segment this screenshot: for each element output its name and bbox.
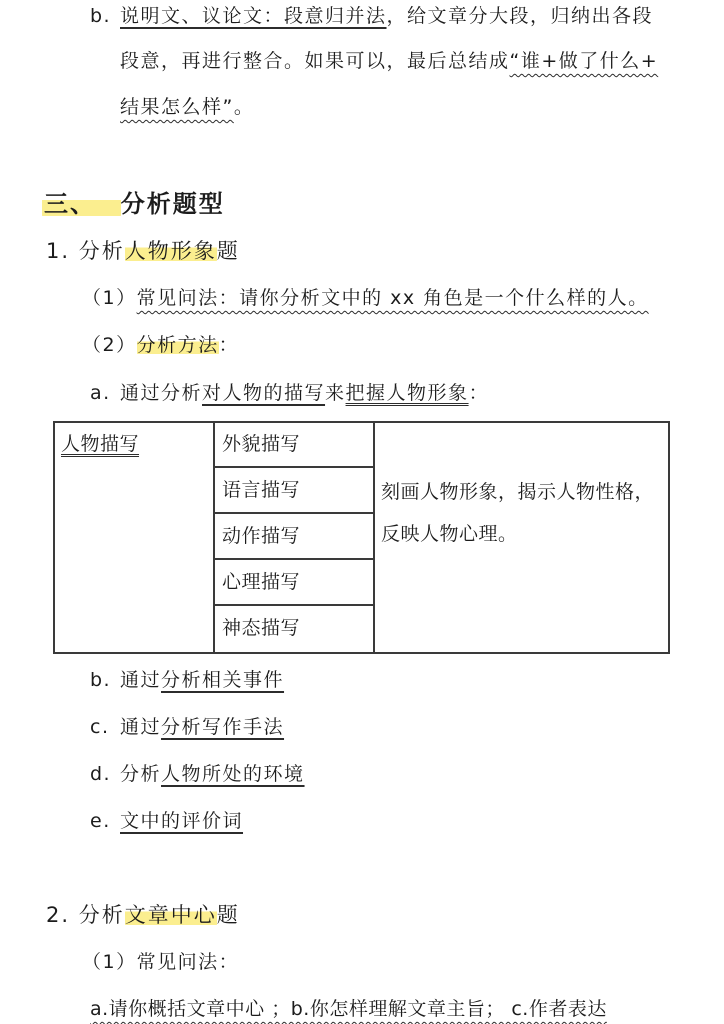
method-a-line bbox=[90, 379, 489, 407]
table-cell: 神态描写 bbox=[222, 617, 301, 639]
underlined-phrase: 分析相关事件 bbox=[161, 669, 285, 691]
text: ： bbox=[218, 334, 240, 356]
table-row-divider bbox=[213, 558, 374, 560]
text: 通过分析 bbox=[120, 382, 203, 404]
sub-marker: （1） bbox=[82, 287, 137, 309]
table-left-header: 人物描写 bbox=[61, 433, 140, 455]
table-border bbox=[53, 421, 670, 423]
table-border bbox=[668, 421, 670, 653]
sub-marker: （1） bbox=[82, 951, 137, 973]
method-e-line bbox=[90, 807, 243, 835]
text: 分析 bbox=[78, 903, 125, 927]
table-border bbox=[53, 652, 670, 654]
character-description-table bbox=[53, 421, 670, 653]
wavy-underlined-question: a.请你概括文章中心 ；b.你怎样理解文章主旨； c.作者表达 bbox=[90, 998, 607, 1020]
text: 通过 bbox=[120, 669, 162, 691]
table-cell: 外貌描写 bbox=[222, 433, 301, 455]
underlined-phrase: 分析写作手法 bbox=[161, 716, 285, 738]
wavy-underlined-phrase: “谁+做了什么+ bbox=[509, 50, 659, 72]
item-number: 1. bbox=[46, 239, 71, 263]
method-b-line bbox=[90, 666, 284, 694]
text: 来 bbox=[325, 382, 346, 404]
table-row-divider bbox=[213, 604, 374, 606]
highlighted-keyword: 分析方法 bbox=[136, 334, 219, 356]
method-c-line bbox=[90, 713, 284, 741]
sub-marker: （2） bbox=[82, 334, 137, 356]
highlighted-section-number: 三、 bbox=[42, 190, 121, 218]
question-type-heading-1 bbox=[46, 236, 240, 266]
table-border bbox=[53, 421, 55, 653]
highlighted-keyword: 文章中心 bbox=[124, 903, 217, 927]
wavy-underlined-phrase: 结果怎么样” bbox=[120, 96, 234, 118]
underlined-phrase: 对人物的描写 bbox=[202, 382, 326, 404]
table-cell: 心理描写 bbox=[222, 571, 301, 593]
question-examples-line bbox=[90, 995, 607, 1023]
section-title-text: 分析题型 bbox=[120, 190, 225, 218]
list-marker: e. bbox=[90, 810, 111, 832]
paragraph-b-line-3 bbox=[120, 93, 254, 121]
text: 通过 bbox=[120, 716, 162, 738]
underlined-phrase: 文中的评价词 bbox=[120, 810, 244, 832]
double-underlined-phrase: 把握人物形象 bbox=[345, 382, 469, 404]
list-marker: b. bbox=[90, 5, 112, 27]
question-type-heading-2 bbox=[46, 900, 240, 930]
text: ，给文章分大段，归纳出各段 bbox=[386, 5, 654, 27]
table-border bbox=[373, 421, 375, 653]
paragraph-b-line-1 bbox=[90, 2, 653, 30]
underlined-phrase: 人物所处的环境 bbox=[161, 763, 305, 785]
table-row-divider bbox=[213, 466, 374, 468]
list-marker: c. bbox=[90, 716, 110, 738]
section-title bbox=[46, 188, 225, 220]
method-d-line bbox=[90, 760, 305, 788]
item-number: 2. bbox=[46, 903, 71, 927]
table-effect-text: 反映人物心理。 bbox=[381, 523, 518, 545]
table-row-divider bbox=[213, 512, 374, 514]
list-marker: d. bbox=[90, 763, 112, 785]
text: 题 bbox=[216, 239, 240, 263]
text: ： bbox=[468, 382, 490, 404]
list-marker: b. bbox=[90, 669, 112, 691]
text: 常见问法： bbox=[136, 951, 240, 973]
table-cell: 语言描写 bbox=[222, 479, 301, 501]
table-cell: 动作描写 bbox=[222, 525, 301, 547]
table-effect-text: 刻画人物形象，揭示人物性格， bbox=[381, 481, 655, 503]
list-marker: a. bbox=[90, 382, 111, 404]
text: 分析 bbox=[120, 763, 162, 785]
paragraph-b-line-2 bbox=[120, 47, 658, 75]
common-question-line-2 bbox=[82, 948, 239, 976]
analysis-method-line bbox=[82, 331, 239, 359]
wavy-underlined-question: 常见问法：请你分析文中的 xx 角色是一个什么样的人。 bbox=[136, 287, 649, 309]
text: 。 bbox=[233, 96, 255, 118]
underlined-phrase: 说明文、议论文：段意归并法 bbox=[120, 5, 387, 27]
table-border bbox=[213, 421, 215, 653]
common-question-line bbox=[82, 284, 649, 312]
text: 段意，再进行整合。如果可以，最后总结成 bbox=[120, 50, 510, 72]
highlighted-keyword: 人物形象 bbox=[124, 239, 217, 263]
text: 分析 bbox=[78, 239, 125, 263]
text: 题 bbox=[216, 903, 240, 927]
